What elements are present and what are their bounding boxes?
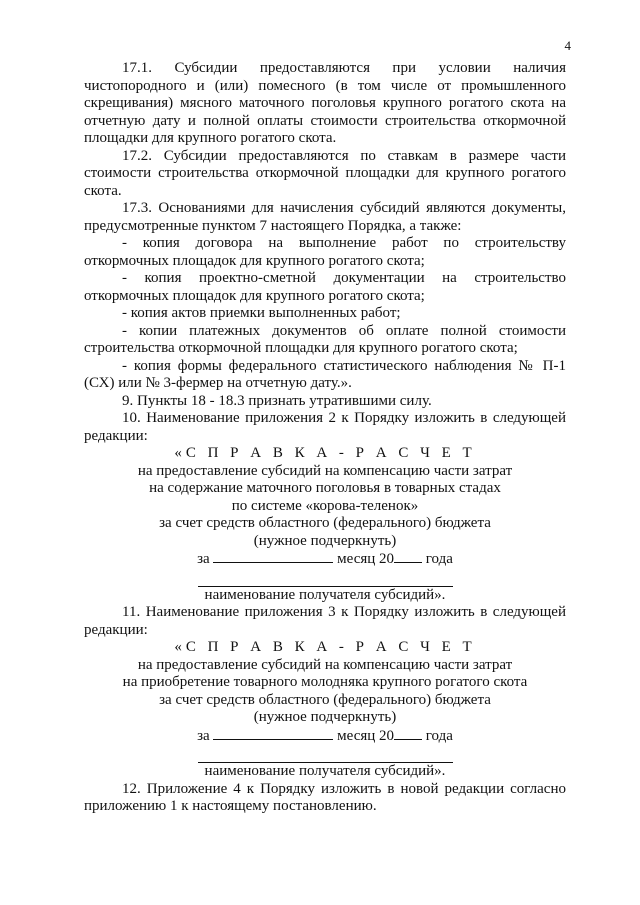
form-2-period-blank xyxy=(213,727,333,740)
paragraph-10: 10. Наименование приложения 2 к Порядку изложить в следующей редакции: xyxy=(84,410,566,444)
form-2-recipient-line xyxy=(198,762,453,781)
form-1-month: месяц 20 xyxy=(337,551,395,567)
form-1-title: «С П Р А В К А - Р А С Ч Е Т xyxy=(174,445,476,461)
form-1-year: года xyxy=(425,551,453,567)
form-1-line-1: на предоставление субсидий на компенсацию части затрат xyxy=(137,462,513,479)
form-2-line-3: за счет средств областного (федерального) бюджета xyxy=(159,691,491,708)
form-1-year-blank xyxy=(394,550,422,563)
form-2-year: года xyxy=(425,727,453,744)
paragraph-12: 12. Приложение 4 к Порядку изложить в новой редакции согласно приложению 1 к настоящему постановлению. xyxy=(84,780,566,814)
list-item-project-docs: - копия проектно-сметной документации на строительство откормочных площадок для крупного рогатого скота; xyxy=(84,270,566,304)
paragraph-17-1: 17.1. Субсидии предоставляются при условии наличия чистопородного и (или) помесного (в том числе от промышленного скрещивания) мясного маточного поголовья крупного рогатого скота на отчетную дату и полной оплаты стоимости строительства откормочной площадки для крупного рогатого скота. xyxy=(84,60,566,146)
paragraph-17-3: 17.3. Основаниями для начисления субсидий являются документы, предусмотренные пунктом 7 настоящего Порядка, а также: xyxy=(84,200,566,234)
form-2-period-line xyxy=(84,727,566,746)
form-1-period-line xyxy=(84,550,566,569)
form-1-line-4: за счет средств областного (федерального) бюджета xyxy=(159,515,491,531)
form-2-line-1: на предоставление субсидий на компенсацию части затрат xyxy=(137,656,513,673)
form-2-line-2: на приобретение товарного молодняка крупного рогатого скота xyxy=(122,674,528,690)
paragraph-17-2: 17.2. Субсидии предоставляются по ставкам в размере части стоимости строительства откормочной площадки для крупного рогатого скота. xyxy=(84,147,566,199)
document-body xyxy=(84,60,566,816)
form-2-month: месяц 20 xyxy=(337,727,395,744)
form-2-line-4: (нужное подчеркнуть) xyxy=(253,709,397,725)
form-1-recipient-line xyxy=(198,586,453,605)
form-1-za: за xyxy=(197,551,210,567)
page-number: 4 xyxy=(564,38,571,53)
form-2-title: «С П Р А В К А - Р А С Ч Е Т xyxy=(174,639,476,655)
form-heading-1 xyxy=(84,445,566,604)
list-item-contract: - копия договора на выполнение работ по строительству откормочных площадок для крупного рогатого скота; xyxy=(84,235,566,269)
form-2-za: за xyxy=(197,727,210,744)
form-1-line-5: (нужное подчеркнуть) xyxy=(253,532,397,549)
form-1-line-2: на содержание маточного поголовья в товарных стадах xyxy=(149,480,501,496)
form-1-period-blank xyxy=(213,550,333,563)
form-heading-2 xyxy=(84,639,566,781)
form-2-year-blank xyxy=(394,727,422,740)
list-item-statistics-form: - копия формы федерального статистического наблюдения № П-1 (СХ) или № 3-фермер на отчетную дату.». xyxy=(84,357,566,391)
list-item-payment-docs: - копии платежных документов об оплате полной стоимости строительства откормочной площадки для крупного рогатого скота; xyxy=(84,322,566,356)
paragraph-11: 11. Наименование приложения 3 к Порядку изложить в следующей редакции: xyxy=(84,604,566,638)
paragraph-9: 9. Пункты 18 - 18.3 признать утратившими силу. xyxy=(122,392,432,409)
list-item-acceptance-acts: - копия актов приемки выполненных работ; xyxy=(122,305,401,321)
form-1-recipient: наименование получателя субсидий». xyxy=(204,586,446,603)
form-2-recipient: наименование получателя субсидий». xyxy=(204,763,446,779)
form-1-line-3: по системе «корова-теленок» xyxy=(231,497,419,514)
